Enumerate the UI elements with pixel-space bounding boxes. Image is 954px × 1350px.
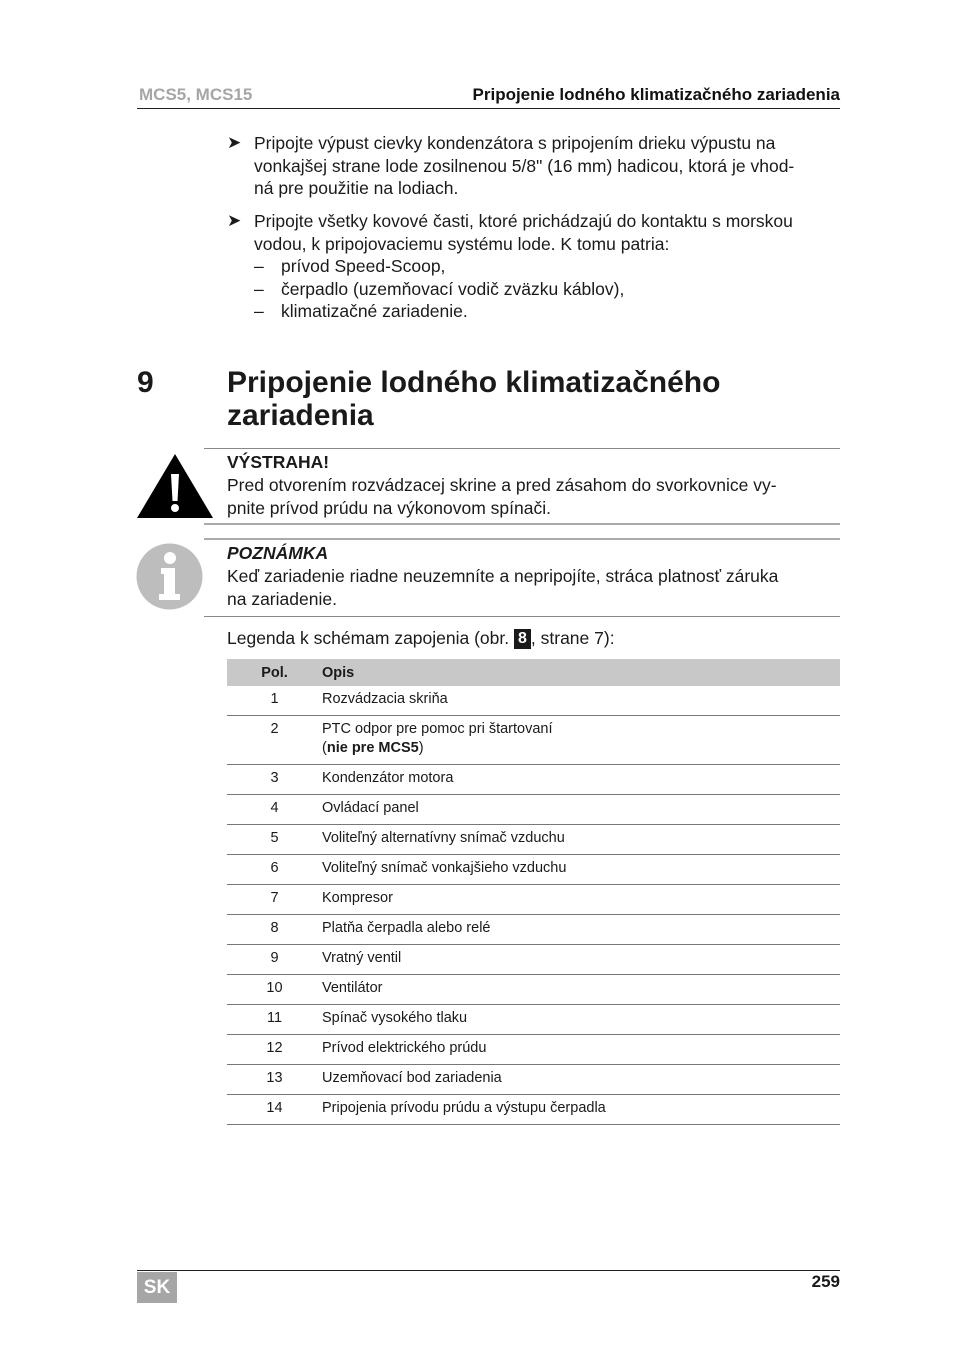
warning-title: VÝSTRAHA! [227, 452, 330, 472]
bullet-1-line-3: ná pre použitie na lodiach. [254, 178, 459, 198]
table-row: 11 Spínač vysokého tlaku [227, 1005, 840, 1035]
legend-caption: Legenda k schémam zapojenia (obr. 8 , strane 7): [227, 628, 615, 648]
bullet-2 [227, 210, 842, 323]
list-item: – čerpadlo (uzemňovací vodič zväzku káblov), [254, 278, 625, 299]
header-title: Pripojenie lodného klimatizačného zariadenia [472, 85, 840, 104]
divider [204, 523, 840, 525]
column-header-pol: Pol. [227, 659, 322, 686]
table-row: 8 Platňa čerpadla alebo relé [227, 915, 840, 945]
column-header-opis: Opis [322, 659, 840, 686]
note-title: POZNÁMKA [227, 543, 329, 563]
bullet-1-line-2: vonkajšej strane lode zosilnenou 5/8" (16 mm) hadicou, ktorá je vhod- [254, 155, 795, 176]
list-item: – prívod Speed-Scoop, [254, 256, 446, 276]
divider [204, 448, 840, 449]
arrow-icon: ➤ [227, 133, 242, 152]
table-row: 2 PTC odpor pre pomoc pri štartovaní (nie pre MCS5) [227, 716, 840, 765]
table-row: 9 Vratný ventil [227, 945, 840, 975]
arrow-icon: ➤ [227, 211, 242, 230]
table-row: 6 Voliteľný snímač vonkajšieho vzduchu [227, 855, 840, 885]
divider [204, 616, 840, 617]
bullet-2-line-1: Pripojte všetky kovové časti, ktoré prichádzajú do kontaktu s morskou [254, 211, 793, 231]
table-header-row [227, 659, 840, 686]
table-row: 3 Kondenzátor motora [227, 765, 840, 795]
table-row: 4 Ovládací panel [227, 795, 840, 825]
info-icon [136, 543, 203, 610]
table-row: 13 Uzemňovací bod zariadenia [227, 1065, 840, 1095]
warning-triangle-icon [136, 452, 214, 520]
legend-table [227, 659, 840, 1125]
bullet-2-line-2: vodou, k pripojovaciemu systému lode. K tomu patria: [254, 233, 670, 254]
page-number: 259 [811, 1272, 840, 1291]
table-row: 14 Pripojenia prívodu prúdu a výstupu čerpadla [227, 1095, 840, 1125]
page-header [137, 84, 840, 109]
table-row: 10 Ventilátor [227, 975, 840, 1005]
bullet-1 [227, 132, 842, 200]
table-row: 1 Rozvádzacia skriňa [227, 686, 840, 716]
list-item: – klimatizačné zariadenie. [254, 301, 468, 321]
section-number: 9 [137, 366, 154, 399]
table-row: 7 Kompresor [227, 885, 840, 915]
section-title: Pripojenie lodného klimatizačného zariadenia [227, 366, 721, 432]
language-badge: SK [137, 1272, 177, 1303]
table-row: 5 Voliteľný alternatívny snímač vzduchu [227, 825, 840, 855]
table-row: 12 Prívod elektrického prúdu [227, 1035, 840, 1065]
figure-reference: 8 [514, 629, 531, 649]
header-model: MCS5, MCS15 [139, 85, 253, 104]
footer-divider [137, 1270, 840, 1271]
warning-text: Pred otvorením rozvádzacej skrine a pred zásahom do svorkovnice vy- pnite prívod prúdu na výkonovom spínači. [227, 475, 777, 518]
bullet-1-line-1: Pripojte výpust cievky kondenzátora s pripojením drieku výpustu na [254, 133, 776, 153]
note-text: Keď zariadenie riadne neuzemníte a nepripojíte, stráca platnosť záruka na zariadenie. [227, 566, 779, 609]
divider [204, 538, 840, 540]
